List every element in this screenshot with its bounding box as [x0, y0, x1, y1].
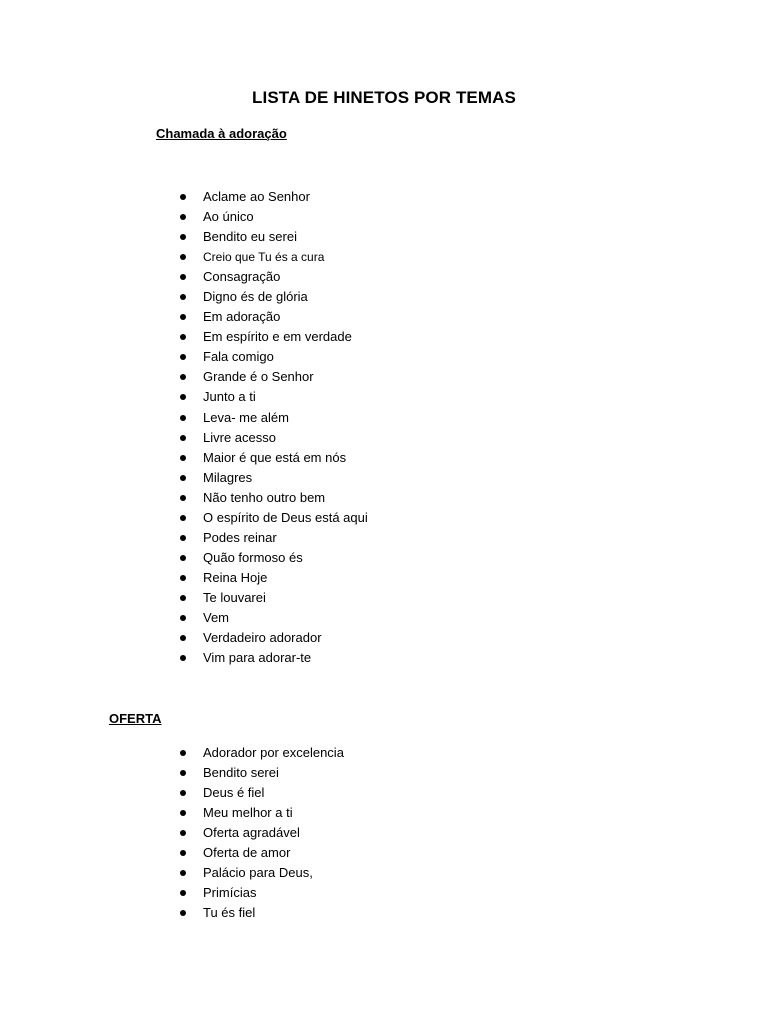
song-title: Palácio para Deus, — [203, 865, 313, 881]
bullet-icon — [180, 790, 186, 796]
list-item — [178, 327, 368, 347]
list-item — [178, 207, 368, 227]
bullet-icon — [180, 455, 186, 461]
list-item — [178, 608, 368, 628]
bullet-icon — [180, 830, 186, 836]
bullet-icon — [180, 254, 186, 260]
bullet-icon — [180, 234, 186, 240]
list-item — [178, 568, 368, 588]
song-title: Oferta agradável — [203, 825, 300, 841]
song-title: Em adoração — [203, 309, 281, 325]
bullet-icon — [180, 595, 186, 601]
song-title: Ao único — [203, 209, 254, 225]
bullet-icon — [180, 515, 186, 521]
bullet-icon — [180, 635, 186, 641]
list-item — [178, 743, 344, 763]
list-item — [178, 863, 344, 883]
song-title: Meu melhor a ti — [203, 805, 293, 821]
document-title: LISTA DE HINETOS POR TEMAS — [252, 88, 516, 107]
list-item — [178, 387, 368, 407]
bullet-icon — [180, 575, 186, 581]
list-item — [178, 428, 368, 448]
list-item — [178, 227, 368, 247]
song-title: Podes reinar — [203, 529, 277, 545]
bullet-icon — [180, 535, 186, 541]
song-title: Te louvarei — [203, 589, 266, 605]
song-title: Reina Hoje — [203, 569, 268, 585]
bullet-icon — [180, 495, 186, 501]
bullet-icon — [180, 910, 186, 916]
bullet-icon — [180, 890, 186, 896]
song-title: Creio que Tu és a cura — [203, 250, 325, 265]
song-title: Bendito eu serei — [203, 229, 297, 245]
song-list-oferta — [178, 743, 344, 923]
list-item — [178, 287, 368, 307]
bullet-icon — [180, 435, 186, 441]
list-item — [178, 187, 368, 207]
bullet-icon — [180, 810, 186, 816]
bullet-icon — [180, 274, 186, 280]
song-title: Vem — [203, 610, 230, 625]
list-item — [178, 648, 368, 668]
bullet-icon — [180, 354, 186, 360]
bullet-icon — [180, 394, 186, 400]
section-heading-chamada: Chamada à adoração — [156, 126, 287, 141]
list-item — [178, 783, 344, 803]
song-title: Verdadeiro adorador — [203, 630, 322, 646]
list-item — [178, 508, 368, 528]
song-title: Quão formoso és — [203, 549, 303, 565]
bullet-icon — [180, 615, 186, 621]
song-title: O espírito de Deus está aqui — [203, 509, 368, 525]
bullet-icon — [180, 415, 186, 421]
list-item — [178, 548, 368, 568]
bullet-icon — [180, 750, 186, 756]
list-item — [178, 803, 344, 823]
list-item — [178, 763, 344, 783]
bullet-icon — [180, 850, 186, 856]
list-item — [178, 347, 368, 367]
song-title: Adorador por excelencia — [203, 745, 344, 761]
song-title: Consagração — [203, 269, 281, 285]
list-item — [178, 247, 368, 267]
list-item — [178, 408, 368, 428]
bullet-icon — [180, 475, 186, 481]
song-title: Livre acesso — [203, 429, 276, 445]
list-item — [178, 903, 344, 923]
bullet-icon — [180, 314, 186, 320]
bullet-icon — [180, 294, 186, 300]
song-title: Grande é o Senhor — [203, 369, 314, 385]
song-title: Fala comigo — [203, 349, 274, 365]
song-title: Junto a ti — [203, 389, 256, 405]
song-title: Vim para adorar-te — [203, 650, 312, 666]
bullet-icon — [180, 555, 186, 561]
song-title: Em espírito e em verdade — [203, 329, 352, 345]
song-title: Não tenho outro bem — [203, 489, 326, 505]
list-item — [178, 267, 368, 287]
list-item — [178, 468, 368, 488]
list-item — [178, 883, 344, 903]
song-title: Tu és fiel — [203, 905, 256, 921]
list-item — [178, 488, 368, 508]
bullet-icon — [180, 194, 186, 200]
bullet-icon — [180, 214, 186, 220]
list-item — [178, 628, 368, 648]
song-title: Primícias — [203, 885, 257, 901]
section-heading-oferta: OFERTA — [109, 711, 162, 726]
song-title: Bendito serei — [203, 765, 279, 781]
list-item — [178, 843, 344, 863]
bullet-icon — [180, 870, 186, 876]
list-item — [178, 588, 368, 608]
song-title: Digno és de glória — [203, 289, 308, 305]
song-title: Deus é fiel — [203, 785, 265, 801]
song-title: Leva- me além — [203, 409, 289, 425]
list-item — [178, 448, 368, 468]
song-title: Maior é que está em nós — [203, 449, 347, 465]
list-item — [178, 528, 368, 548]
song-title: Milagres — [203, 469, 253, 485]
bullet-icon — [180, 374, 186, 380]
list-item — [178, 367, 368, 387]
song-title: Oferta de amor — [203, 845, 291, 861]
bullet-icon — [180, 334, 186, 340]
list-item — [178, 823, 344, 843]
bullet-icon — [180, 655, 186, 661]
song-list-chamada — [178, 187, 368, 668]
list-item — [178, 307, 368, 327]
song-title: Aclame ao Senhor — [203, 189, 310, 205]
bullet-icon — [180, 770, 186, 776]
